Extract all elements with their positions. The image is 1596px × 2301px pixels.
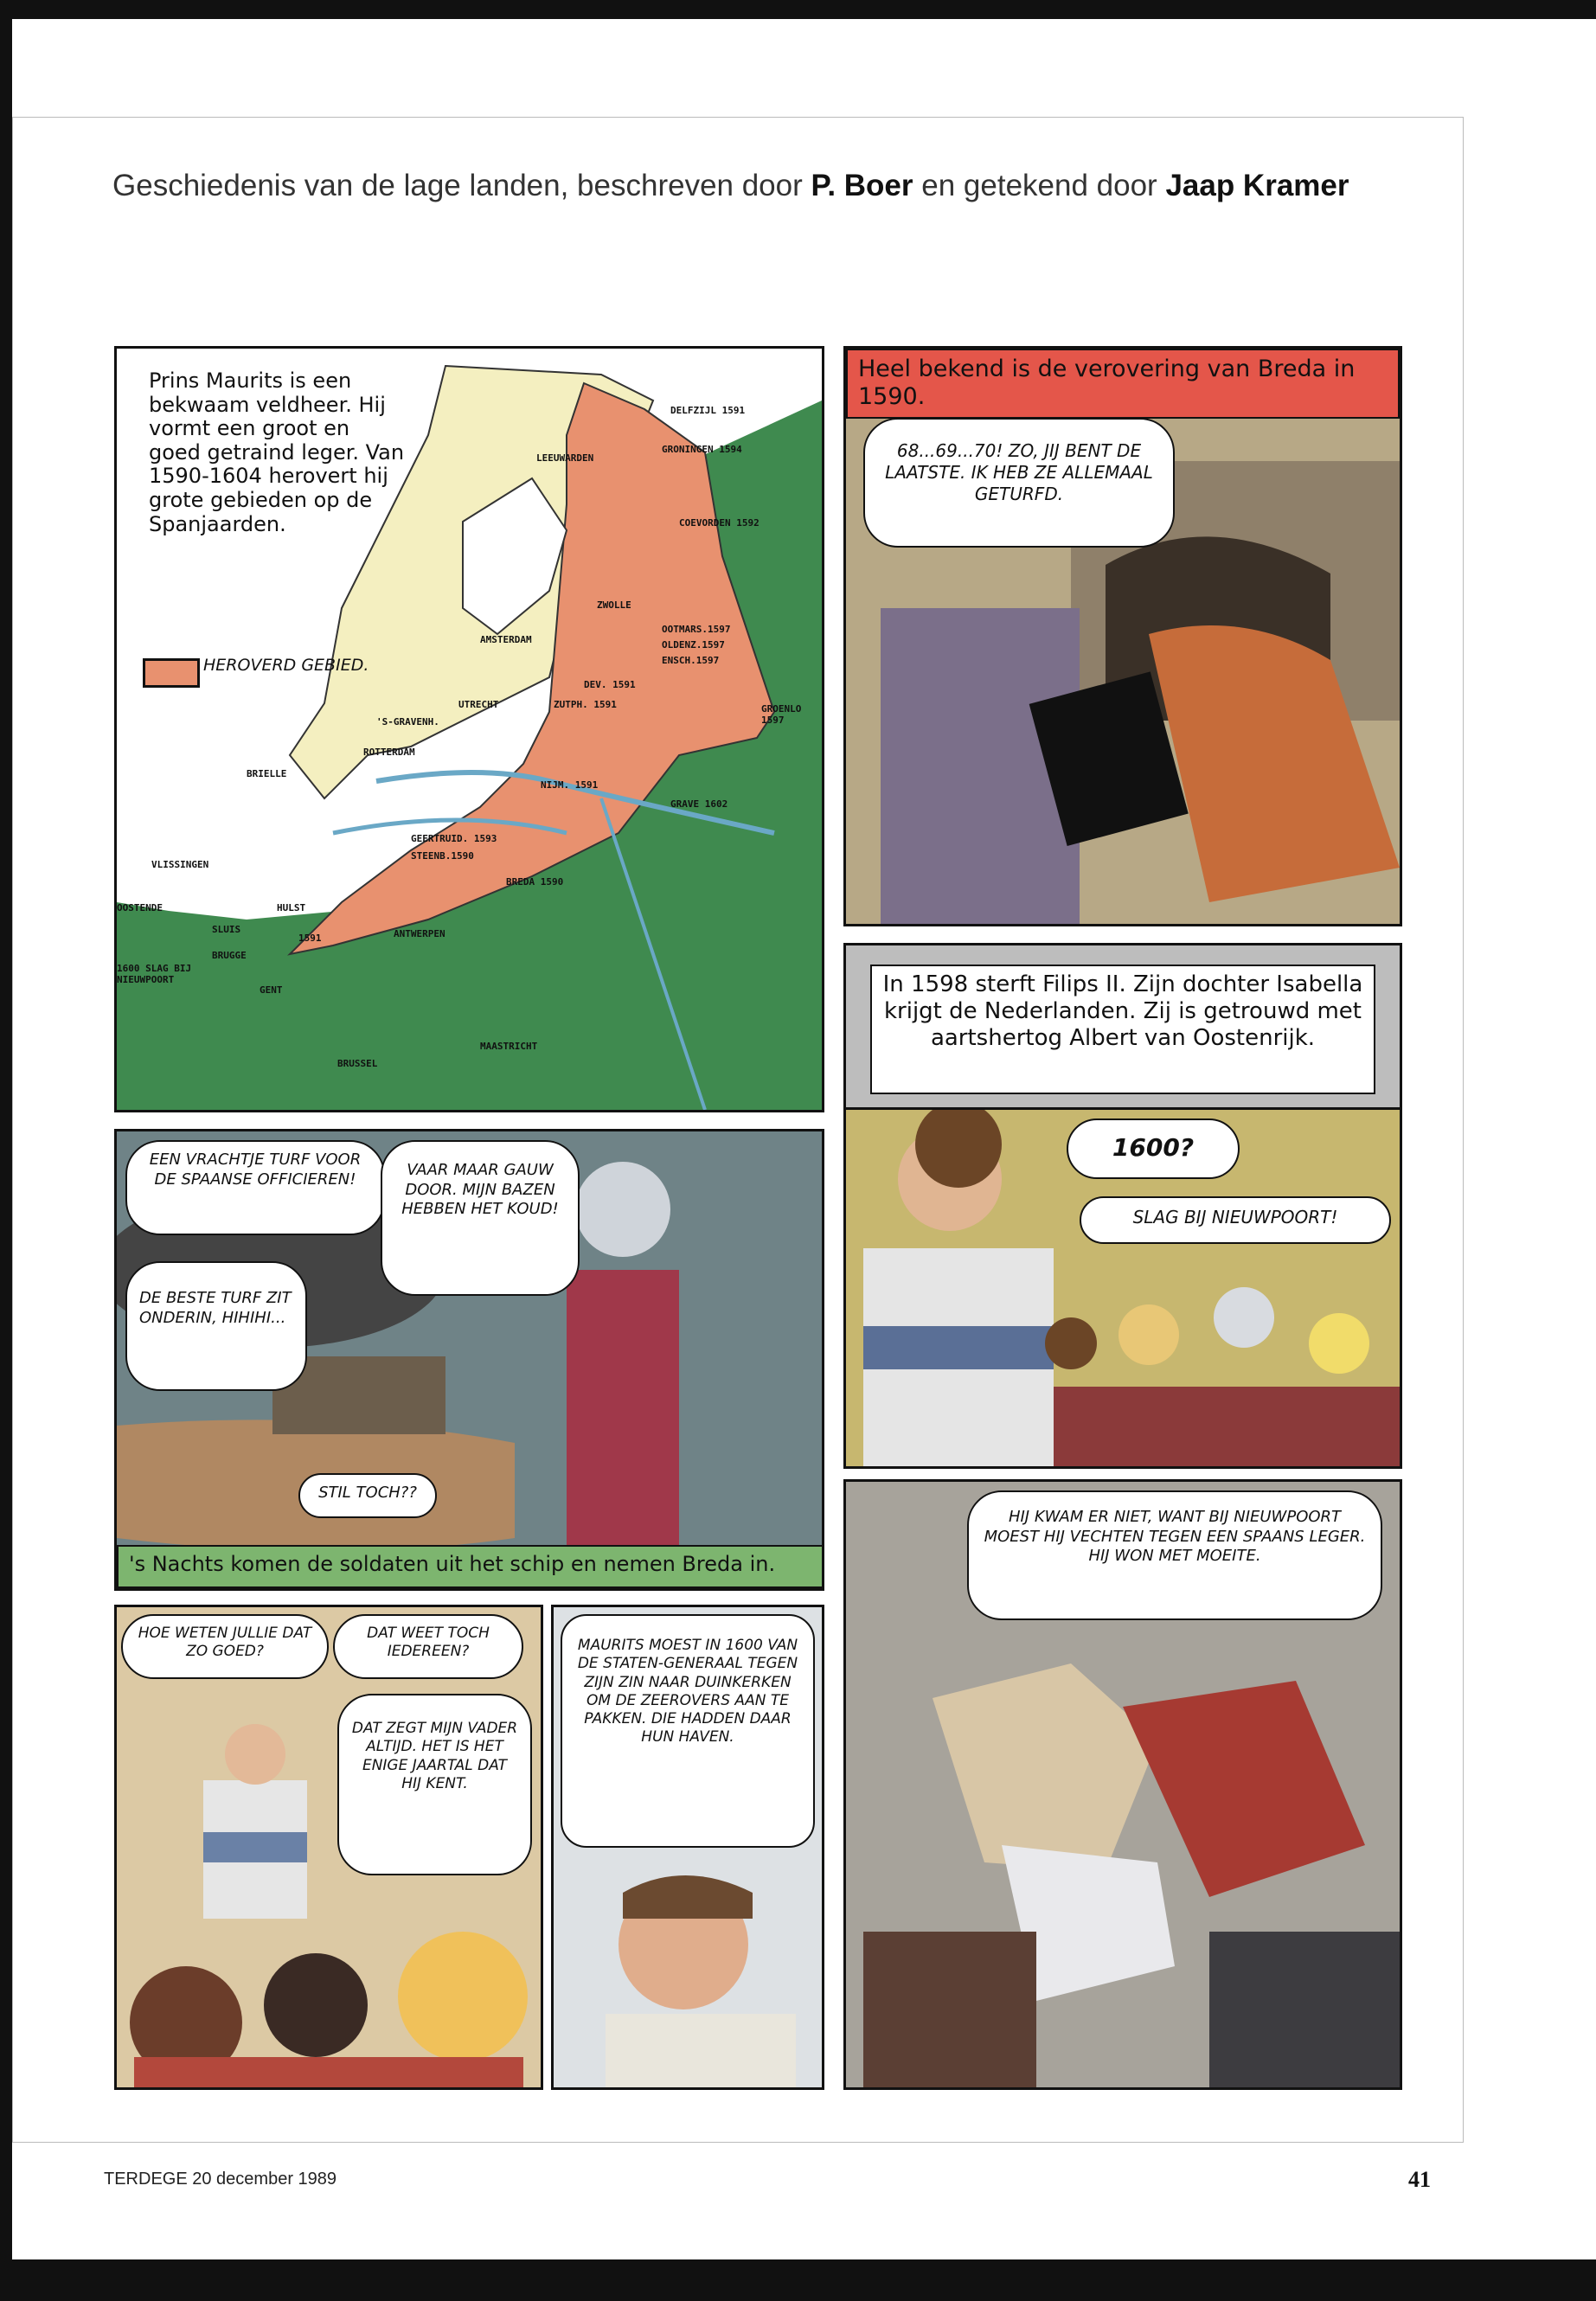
boat-bubble-officers: EEN VRACHTJE TURF VOOR DE SPAANSE OFFICIEREN! <box>125 1140 385 1235</box>
battle-speech-bubble: HIJ KWAM ER NIET, WANT BIJ NIEUWPOORT MOEST HIJ VECHTEN TEGEN EEN SPAANS LEGER. HIJ WON MET MOEITE. <box>967 1490 1382 1620</box>
city-amsterdam: AMSTERDAM <box>480 634 532 645</box>
panel-teacher <box>551 1605 824 2090</box>
legend-swatch <box>143 658 200 688</box>
boat-bubble-turf: DE BESTE TURF ZIT ONDERIN, HIHIHI... <box>125 1261 307 1391</box>
city-sluis: SLUIS <box>212 924 241 935</box>
city-groenlo: GROENLO 1597 <box>761 703 802 726</box>
city-brussel: BRUSSEL <box>337 1058 378 1069</box>
teacher-speech-bubble: MAURITS MOEST IN 1600 VAN DE STATEN-GENERAAL TEGEN ZIJN ZIN NAAR DUINKERKEN OM DE ZEEROVERS AAN TE PAKKEN. DIE HADDEN DAAR HUN HAVEN. <box>561 1614 815 1848</box>
filips-caption: In 1598 sterft Filips II. Zijn dochter Isabella krijgt de Nederlanden. Zij is getrouwd met aartshertog Albert van Oostenrijk. <box>870 965 1375 1094</box>
panel-filips <box>843 943 1402 1121</box>
city-zutphen: ZUTPH. 1591 <box>554 699 617 710</box>
map-panel <box>114 346 824 1112</box>
class-bubble-father: DAT ZEGT MIJN VADER ALTIJD. HET IS HET ENIGE JAARTAL DAT HIJ KENT. <box>337 1694 532 1875</box>
year-1591: 1591 <box>298 933 322 944</box>
class-bubble-how: HOE WETEN JULLIE DAT ZO GOED? <box>121 1614 329 1679</box>
city-gent: GENT <box>260 984 283 996</box>
city-zwolle: ZWOLLE <box>597 599 631 611</box>
city-brielle: BRIELLE <box>247 768 287 779</box>
city-leeuwarden: LEEUWARDEN <box>536 452 594 464</box>
city-utrecht: UTRECHT <box>458 699 499 710</box>
city-rotterdam: ROTTERDAM <box>363 747 415 758</box>
panel-battle <box>843 1479 1402 2090</box>
panel-boat <box>114 1129 824 1591</box>
page-header <box>112 169 1349 203</box>
city-steenbergen: STEENB.1590 <box>411 850 474 862</box>
left-border <box>0 0 12 2301</box>
footer-publication: TERDEGE 20 december 1989 <box>104 2170 337 2189</box>
header-illustrator: Jaap Kramer <box>1165 169 1349 202</box>
city-oostende: OOSTENDE <box>117 902 163 913</box>
river-3 <box>601 798 705 1110</box>
city-oldenzaal: OLDENZ.1597 <box>662 639 725 651</box>
city-grave: GRAVE 1602 <box>670 798 728 810</box>
city-brugge: BRUGGE <box>212 950 247 961</box>
bottom-border <box>0 2259 1596 2301</box>
map-text: Prins Maurits is een bekwaam veldheer. Hij vormt een groot en goed getraind leger. Van 1590-1604 herovert hij grote gebieden op de Spanjaarden. <box>149 369 405 536</box>
header-author: P. Boer <box>811 169 913 202</box>
kids-bubble-battle: SLAG BIJ NIEUWPOORT! <box>1080 1196 1391 1244</box>
header-prefix: Geschiedenis van de lage landen, beschreven door <box>112 169 811 202</box>
city-enschede: ENSCH.1597 <box>662 655 720 666</box>
panel-breda <box>843 346 1402 926</box>
city-breda: BREDA 1590 <box>506 876 564 888</box>
city-geertruidenberg: GEERTRUID. 1593 <box>411 833 497 844</box>
kids-bubble-year: 1600? <box>1067 1118 1240 1179</box>
header-middle: en getekend door <box>913 169 1166 202</box>
city-groningen: GRONINGEN 1594 <box>662 444 742 455</box>
city-coevorden: COEVORDEN 1592 <box>679 517 760 529</box>
city-ootmarsum: OOTMARS.1597 <box>662 624 731 635</box>
city-nijmegen: NIJM. 1591 <box>541 779 599 791</box>
battle-nieuwpoort: 1600 SLAG BIJ NIEUWPOORT <box>117 963 192 985</box>
city-antwerpen: ANTWERPEN <box>394 928 445 939</box>
city-delfzijl: DELFZIJL 1591 <box>670 405 746 416</box>
city-den-haag: 'S-GRAVENH. <box>376 716 439 727</box>
city-deventer: DEV. 1591 <box>584 679 636 690</box>
breda-speech-bubble: 68...69...70! ZO, JIJ BENT DE LAATSTE. IK HEB ZE ALLEMAAL GETURFD. <box>863 418 1175 548</box>
breda-caption: Heel bekend is de verovering van Breda in 1590. <box>846 349 1400 419</box>
boat-caption: 's Nachts komen de soldaten uit het schip en nemen Breda in. <box>117 1545 824 1588</box>
panel-classroom <box>114 1605 543 2090</box>
city-vlissingen: VLISSINGEN <box>151 859 209 870</box>
page-number: 41 <box>1408 2167 1431 2192</box>
city-maastricht: MAASTRICHT <box>480 1041 538 1052</box>
legend-label: HEROVERD GEBIED. <box>203 656 369 675</box>
city-hulst: HULST <box>277 902 306 913</box>
top-border <box>0 0 1596 19</box>
boat-bubble-bosses: VAAR MAAR GAUW DOOR. MIJN BAZEN HEBBEN HET KOUD! <box>381 1140 580 1296</box>
boat-bubble-quiet: STIL TOCH?? <box>298 1473 437 1518</box>
class-bubble-everyone: DAT WEET TOCH IEDEREEN? <box>333 1614 523 1679</box>
panel-kids <box>843 1107 1402 1469</box>
